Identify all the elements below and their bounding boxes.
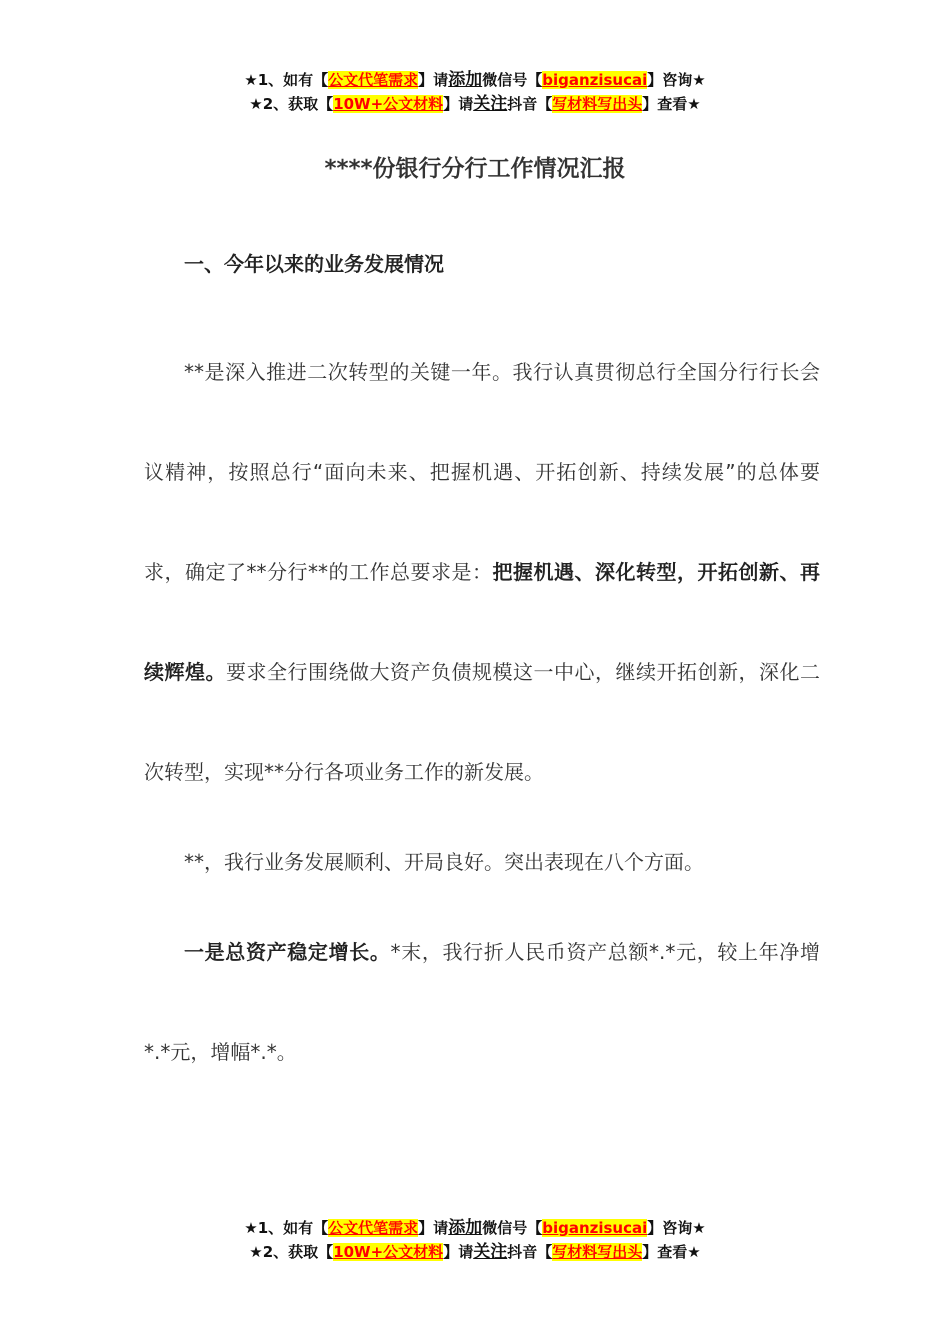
highlight-text: 10W+公文材料 — [333, 1243, 444, 1261]
promo-line-2: ★2、获取【10W+公文材料】请关注抖音【写材料写出头】查看★ — [249, 94, 701, 114]
highlight-text: 公文代笔需求 — [328, 71, 419, 89]
promo-line-1: ★1、如有【公文代笔需求】请添加微信号【biganzisucai】咨询★ — [244, 1218, 706, 1238]
highlight-text: 公文代笔需求 — [328, 1219, 419, 1237]
wechat-id: biganzisucai — [542, 71, 648, 89]
paragraph-3: 一是总资产稳定增长。*末，我行折人民币资产总额*.*元，较上年净增*.*元，增幅*.*。 — [144, 940, 820, 1064]
paragraph-2: **，我行业务发展顺利、开局良好。突出表现在八个方面。 — [184, 850, 704, 874]
wechat-id: biganzisucai — [542, 1219, 648, 1237]
douyin-id: 写材料写出头 — [552, 1243, 643, 1261]
promo-notice-top — [0, 68, 950, 116]
promo-line-2: ★2、获取【10W+公文材料】请关注抖音【写材料写出头】查看★ — [249, 1242, 701, 1262]
douyin-id: 写材料写出头 — [552, 95, 643, 113]
document-title: ****份银行分行工作情况汇报 — [324, 156, 626, 182]
section-heading: 一、今年以来的业务发展情况 — [184, 252, 444, 276]
paragraph-1: **是深入推进二次转型的关键一年。我行认真贯彻总行全国分行行长会议精神，按照总行“面向未来、把握机遇、开拓创新、持续发展”的总体要求，确定了**分行**的工作总要求是：把握机遇、深化转型，开拓创新、再续辉煌。要求全行围绕做大资产负债规模这一中心，继续开拓创新，深化二次转型，实现**分行各项业务工作的新发展。 — [144, 360, 820, 784]
promo-notice-bottom — [0, 1216, 950, 1264]
promo-line-1: ★1、如有【公文代笔需求】请添加微信号【biganzisucai】咨询★ — [244, 70, 706, 90]
highlight-text: 10W+公文材料 — [333, 95, 444, 113]
document-body — [144, 232, 820, 1092]
